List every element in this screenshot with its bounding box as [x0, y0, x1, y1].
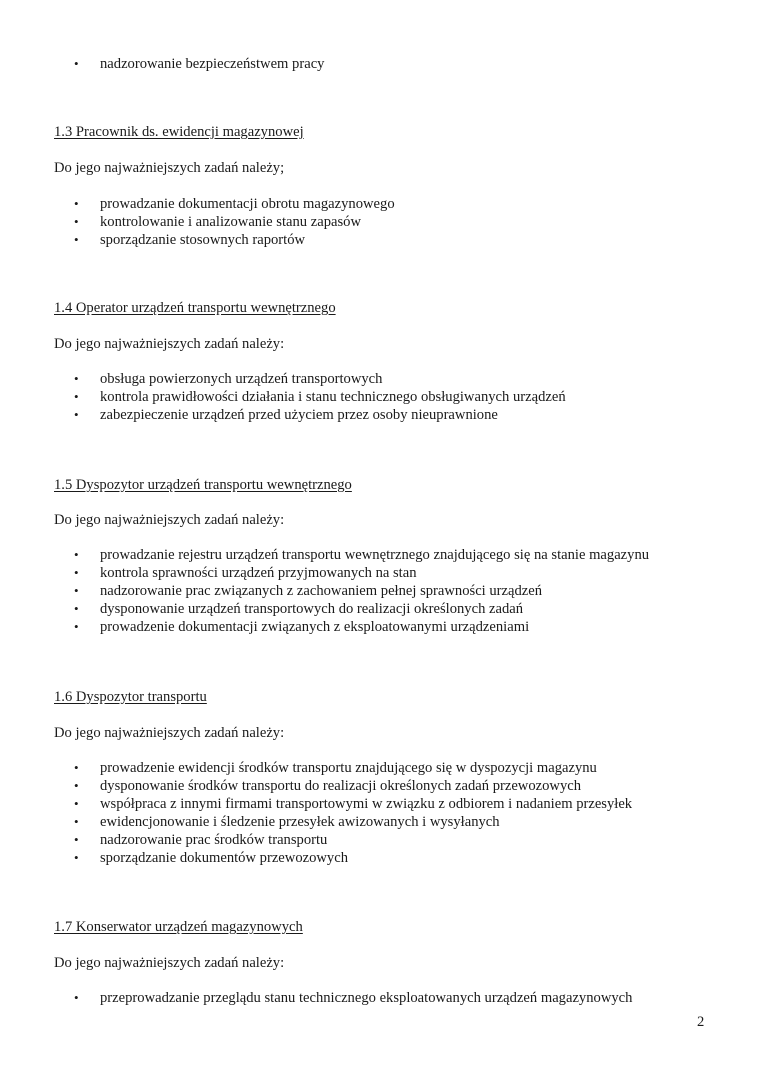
- list-item-text: sporządzanie dokumentów przewozowych: [100, 850, 349, 866]
- list-item: [74, 406, 498, 424]
- bullet-icon: •: [74, 196, 79, 211]
- list-item-text: współpraca z innymi firmami transportowymi w związku z odbiorem i nadaniem przesyłek: [100, 796, 633, 812]
- page-number: 2: [697, 1014, 705, 1030]
- list-item-text: prowadzanie dokumentacji obrotu magazynowego: [100, 196, 395, 212]
- section-heading-1-4: 1.4 Operator urządzeń transportu wewnętrznego: [54, 300, 336, 316]
- section-intro-1-6: Do jego najważniejszych zadań należy:: [54, 725, 285, 741]
- section-heading-1-6: 1.6 Dyspozytor transportu: [54, 689, 207, 705]
- list-item: [74, 989, 632, 1007]
- list-item: [74, 813, 500, 831]
- list-item: [74, 55, 324, 73]
- list-item-text: nadzorowanie bezpieczeństwem pracy: [100, 56, 325, 72]
- section-heading-1-5: 1.5 Dyspozytor urządzeń transportu wewnętrznego: [54, 477, 352, 493]
- bullet-icon: •: [74, 371, 79, 386]
- list-item: [74, 600, 523, 618]
- list-item: [74, 849, 348, 867]
- list-item-text: dysponowanie środków transportu do realizacji określonych zadań przewozowych: [100, 778, 582, 794]
- list-item-text: obsługa powierzonych urządzeń transportowych: [100, 371, 383, 387]
- bullet-icon: •: [74, 56, 79, 71]
- list-item-text: prowadzenie ewidencji środków transportu znajdującego się w dyspozycji magazynu: [100, 760, 597, 776]
- bullet-icon: •: [74, 832, 79, 847]
- section-intro-1-5: Do jego najważniejszych zadań należy:: [54, 512, 285, 528]
- list-item-text: kontrola sprawności urządzeń przyjmowanych na stan: [100, 565, 417, 581]
- list-item-text: ewidencjonowanie i śledzenie przesyłek awizowanych i wysyłanych: [100, 814, 500, 830]
- bullet-icon: •: [74, 850, 79, 865]
- section-intro-1-3: Do jego najważniejszych zadań należy;: [54, 160, 285, 176]
- list-item: [74, 546, 649, 564]
- section-intro-1-4: Do jego najważniejszych zadań należy:: [54, 336, 285, 352]
- list-item-text: zabezpieczenie urządzeń przed użyciem przez osoby nieuprawnione: [100, 407, 498, 423]
- list-item-text: nadzorowanie prac środków transportu: [100, 832, 328, 848]
- bullet-icon: •: [74, 407, 79, 422]
- list-item-text: nadzorowanie prac związanych z zachowaniem pełnej sprawności urządzeń: [100, 583, 543, 599]
- bullet-icon: •: [74, 760, 79, 775]
- list-item: [74, 831, 327, 849]
- list-item: [74, 195, 395, 213]
- section-intro-1-7: Do jego najważniejszych zadań należy:: [54, 955, 285, 971]
- list-item-text: przeprowadzanie przeglądu stanu technicznego eksploatowanych urządzeń magazynowych: [100, 990, 633, 1006]
- list-item: [74, 759, 597, 777]
- list-item-text: prowadzanie rejestru urządzeń transportu wewnętrznego znajdującego się na stanie magazynu: [100, 547, 650, 563]
- list-item-text: dysponowanie urządzeń transportowych do realizacji określonych zadań: [100, 601, 524, 617]
- list-item: [74, 582, 542, 600]
- bullet-icon: •: [74, 583, 79, 598]
- list-item-text: prowadzenie dokumentacji związanych z eksploatowanymi urządzeniami: [100, 619, 530, 635]
- bullet-icon: •: [74, 796, 79, 811]
- bullet-icon: •: [74, 565, 79, 580]
- bullet-icon: •: [74, 601, 79, 616]
- bullet-icon: •: [74, 232, 79, 247]
- bullet-icon: •: [74, 619, 79, 634]
- list-item: [74, 795, 632, 813]
- list-item: [74, 618, 529, 636]
- bullet-icon: •: [74, 389, 79, 404]
- list-item: [74, 388, 566, 406]
- bullet-icon: •: [74, 778, 79, 793]
- bullet-icon: •: [74, 814, 79, 829]
- bullet-icon: •: [74, 990, 79, 1005]
- list-item: [74, 777, 581, 795]
- list-item: [74, 231, 305, 249]
- section-heading-1-3: 1.3 Pracownik ds. ewidencji magazynowej: [54, 124, 304, 140]
- list-item: [74, 213, 361, 231]
- list-item: [74, 564, 417, 582]
- bullet-icon: •: [74, 547, 79, 562]
- bullet-icon: •: [74, 214, 79, 229]
- section-heading-1-7: 1.7 Konserwator urządzeń magazynowych: [54, 919, 303, 935]
- list-item-text: sporządzanie stosownych raportów: [100, 232, 306, 248]
- list-item-text: kontrolowanie i analizowanie stanu zapasów: [100, 214, 361, 230]
- list-item: [74, 370, 382, 388]
- list-item-text: kontrola prawidłowości działania i stanu technicznego obsługiwanych urządzeń: [100, 389, 566, 405]
